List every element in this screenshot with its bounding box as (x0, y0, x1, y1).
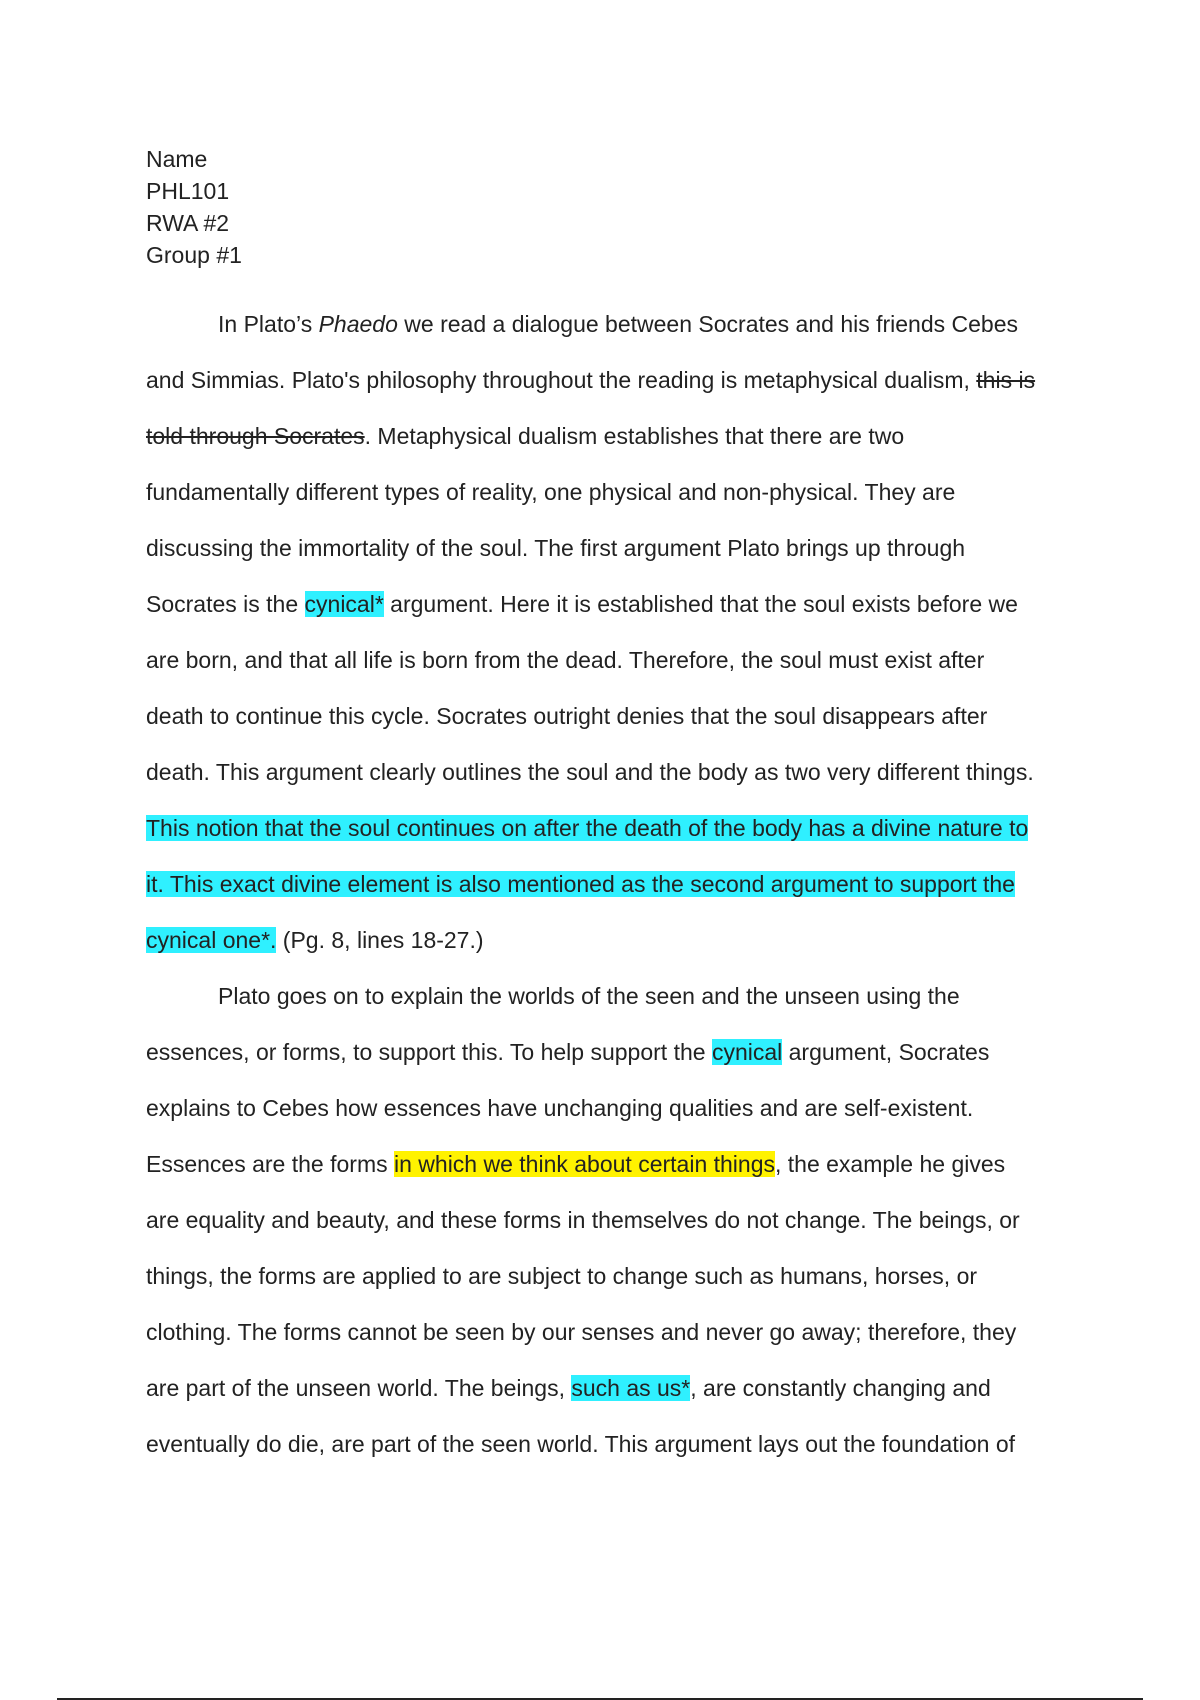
highlighted-text: This notion that the soul continues on after the death of the body has a divine nature to (146, 815, 1029, 841)
text-run: Socrates is the (146, 591, 305, 617)
text-line (146, 912, 1086, 968)
highlighted-text: such as us* (571, 1375, 691, 1401)
text-line (146, 1024, 1086, 1080)
strikethrough-text: told through Socrates (146, 423, 365, 449)
text-line: discussing the immortality of the soul. The first argument Plato brings up through (146, 535, 966, 561)
document-header (146, 143, 242, 271)
text-line: are equality and beauty, and these forms in themselves do not change. The beings, or (146, 1207, 1020, 1233)
text-line (146, 856, 1086, 912)
text-line: Plato goes on to explain the worlds of the seen and the unseen using the (218, 983, 960, 1009)
text-line (146, 352, 1086, 408)
text-line (146, 296, 1086, 352)
citation-text: (Pg. 8, lines 18-27.) (276, 927, 484, 953)
text-run: argument. Here it is established that the soul exists before we (383, 591, 1018, 617)
text-run: , are constantly changing and (690, 1375, 991, 1401)
text-run: essences, or forms, to support this. To help support the (146, 1039, 712, 1065)
highlighted-text: cynical* (304, 591, 384, 617)
text-run: , the example he gives (775, 1151, 1006, 1177)
strikethrough-text: this is (976, 367, 1036, 393)
text-line: eventually do die, are part of the seen world. This argument lays out the foundation of (146, 1431, 1016, 1457)
group-label: Group #1 (146, 242, 242, 268)
highlighted-text: it. This exact divine element is also mentioned as the second argument to support the (146, 871, 1015, 897)
text-run: and Simmias. Plato's philosophy throughout the reading is metaphysical dualism, (146, 367, 977, 393)
text-line: fundamentally different types of reality, one physical and non-physical. They are (146, 479, 956, 505)
text-line (146, 408, 1086, 464)
document-body (146, 296, 1086, 1472)
text-line: clothing. The forms cannot be seen by our senses and never go away; therefore, they (146, 1319, 1017, 1345)
text-run: In Plato’s (218, 311, 319, 337)
text-line (146, 1360, 1086, 1416)
text-run: Essences are the forms (146, 1151, 394, 1177)
text-line: death. This argument clearly outlines the soul and the body as two very different things. (146, 759, 1034, 785)
text-line: explains to Cebes how essences have unchanging qualities and are self-existent. (146, 1095, 974, 1121)
text-run: we read a dialogue between Socrates and his friends Cebes (397, 311, 1019, 337)
text-line (146, 800, 1086, 856)
text-line (146, 576, 1086, 632)
text-line (146, 1136, 1086, 1192)
highlighted-text: cynical one*. (146, 927, 277, 953)
paragraph-2 (146, 968, 1086, 1472)
assignment-label: RWA #2 (146, 210, 230, 236)
highlighted-text: in which we think about certain things (394, 1151, 775, 1177)
course-code: PHL101 (146, 178, 230, 204)
text-run: are part of the unseen world. The beings, (146, 1375, 572, 1401)
text-line: death to continue this cycle. Socrates outright denies that the soul disappears after (146, 703, 988, 729)
book-title: Phaedo (318, 311, 398, 337)
highlighted-text: cynical (711, 1039, 783, 1065)
text-line: are born, and that all life is born from the dead. Therefore, the soul must exist after (146, 647, 985, 673)
text-run: argument, Socrates (782, 1039, 990, 1065)
student-name: Name (146, 146, 208, 172)
paragraph-1 (146, 296, 1086, 968)
text-line: things, the forms are applied to are subject to change such as humans, horses, or (146, 1263, 978, 1289)
text-run: . Metaphysical dualism establishes that there are two (364, 423, 905, 449)
